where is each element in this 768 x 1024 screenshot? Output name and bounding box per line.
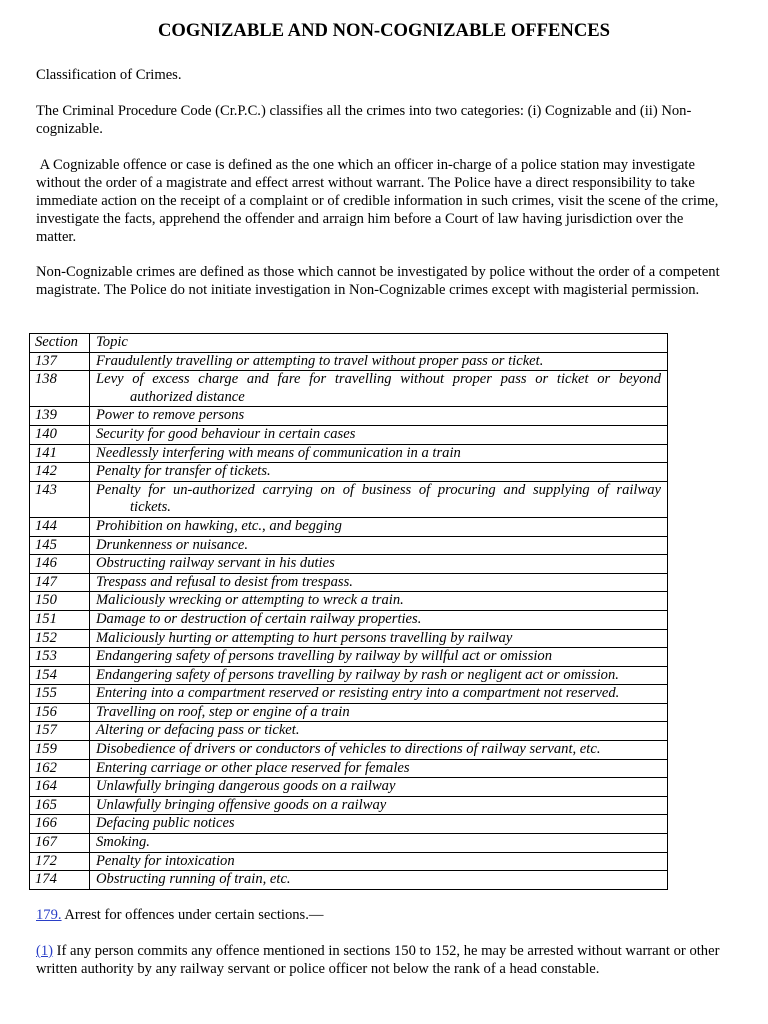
topic-text: Penalty for intoxication (96, 852, 235, 869)
section-179-link[interactable]: 179. (36, 907, 62, 923)
table-row (30, 796, 668, 815)
section-179-text: Arrest for offences under certain sections.— (61, 907, 324, 923)
offence-topic (90, 371, 668, 407)
table-row (30, 517, 668, 536)
table-row (30, 425, 668, 444)
topic-text: Obstructing railway servant in his duties (96, 555, 335, 572)
table-header-row (30, 334, 668, 353)
table-row (30, 573, 668, 592)
section-number: 140 (30, 425, 90, 444)
section-number: 141 (30, 444, 90, 463)
topic-text: Unlawfully bringing dangerous goods on a railway (96, 778, 396, 795)
section-number: 144 (30, 517, 90, 536)
offence-topic (90, 592, 668, 611)
section-number: 147 (30, 573, 90, 592)
offence-topic (90, 573, 668, 592)
topic-text-continued: authorized distance (130, 388, 245, 405)
offence-topic (90, 517, 668, 536)
table-row (30, 463, 668, 482)
subsection-1-text: If any person commits any offence mentioned in sections 150 to 152, he may be arrested without warrant or other written authority by any railway servant or police officer not below the rank of a head constable. (36, 943, 720, 977)
topic-text: Smoking. (96, 834, 150, 851)
table-row (30, 352, 668, 371)
section-number: 153 (30, 648, 90, 667)
header-topic: Topic (90, 334, 668, 353)
section-number: 164 (30, 778, 90, 797)
offence-topic (90, 610, 668, 629)
table-row (30, 759, 668, 778)
section-number: 172 (30, 852, 90, 871)
topic-text: Power to remove persons (96, 407, 245, 424)
table-row (30, 778, 668, 797)
table-row (30, 852, 668, 871)
table-row (30, 815, 668, 834)
topic-text: Drunkenness or nuisance. (96, 536, 248, 553)
table-row (30, 407, 668, 426)
offence-topic (90, 555, 668, 574)
topic-text: Altering or defacing pass or ticket. (96, 722, 300, 739)
section-number: 155 (30, 685, 90, 704)
topic-text: Endangering safety of persons travelling by railway by willful act or omission (96, 648, 553, 665)
offence-topic (90, 871, 668, 890)
header-section: Section (30, 334, 90, 353)
table-row (30, 648, 668, 667)
section-number: 137 (30, 352, 90, 371)
table-row (30, 592, 668, 611)
topic-text: Endangering safety of persons travelling by railway by rash or negligent act or omission. (96, 666, 619, 683)
offence-topic (90, 741, 668, 760)
offence-topic (90, 444, 668, 463)
offence-topic (90, 352, 668, 371)
classification-heading: Classification of Crimes. (36, 67, 182, 83)
section-number: 152 (30, 629, 90, 648)
table-row (30, 741, 668, 760)
topic-text: Security for good behaviour in certain cases (96, 425, 356, 442)
offence-topic (90, 629, 668, 648)
subsection-1-paragraph (36, 942, 726, 978)
page-title: COGNIZABLE AND NON-COGNIZABLE OFFENCES (158, 20, 610, 41)
topic-text: Disobedience of drivers or conductors of vehicles to directions of railway servant, etc. (96, 741, 601, 758)
table-row (30, 685, 668, 704)
topic-text: Entering into a compartment reserved or resisting entry into a compartment not reserved. (96, 685, 620, 702)
offence-topic (90, 425, 668, 444)
section-number: 151 (30, 610, 90, 629)
table-row (30, 871, 668, 890)
section-number: 145 (30, 536, 90, 555)
topic-text: Trespass and refusal to desist from trespass. (96, 573, 353, 590)
offence-topic (90, 536, 668, 555)
table-row (30, 666, 668, 685)
offence-topic (90, 834, 668, 853)
offence-topic (90, 648, 668, 667)
offence-topic (90, 685, 668, 704)
subsection-1-link[interactable]: (1) (36, 943, 54, 959)
offences-table (29, 333, 668, 890)
offence-topic (90, 703, 668, 722)
section-number: 150 (30, 592, 90, 611)
section-number: 162 (30, 759, 90, 778)
intro-paragraph: The Criminal Procedure Code (Cr.P.C.) classifies all the crimes into two categories: (i) Cognizable and (ii) Non-cognizable. (36, 103, 692, 137)
topic-text: Damage to or destruction of certain railway properties. (96, 610, 422, 627)
table-row (30, 481, 668, 517)
topic-text: Obstructing running of train, etc. (96, 871, 291, 888)
section-number: 139 (30, 407, 90, 426)
section-number: 159 (30, 741, 90, 760)
topic-text: Travelling on roof, step or engine of a train (96, 703, 350, 720)
table-row (30, 834, 668, 853)
offence-topic (90, 759, 668, 778)
table-row (30, 722, 668, 741)
topic-text: Unlawfully bringing offensive goods on a railway (96, 796, 387, 813)
topic-text: Defacing public notices (96, 815, 235, 832)
table-row (30, 555, 668, 574)
table-row (30, 444, 668, 463)
offence-topic (90, 722, 668, 741)
offence-topic (90, 666, 668, 685)
offence-topic (90, 815, 668, 834)
offence-topic (90, 778, 668, 797)
section-number: 142 (30, 463, 90, 482)
section-number: 165 (30, 796, 90, 815)
table-row (30, 610, 668, 629)
offence-topic (90, 407, 668, 426)
section-number: 174 (30, 871, 90, 890)
section-number: 167 (30, 834, 90, 853)
table-row (30, 371, 668, 407)
section-number: 166 (30, 815, 90, 834)
topic-text-continued: tickets. (130, 499, 171, 516)
table-row (30, 629, 668, 648)
offence-topic (90, 852, 668, 871)
table-row (30, 703, 668, 722)
offence-topic (90, 481, 668, 517)
topic-text: Maliciously hurting or attempting to hurt persons travelling by railway (96, 629, 513, 646)
topic-text: Fraudulently travelling or attempting to travel without proper pass or ticket. (96, 352, 544, 369)
topic-text: Needlessly interfering with means of communication in a train (96, 444, 461, 461)
non-cognizable-paragraph: Non-Cognizable crimes are defined as those which cannot be investigated by police without the order of a competent magistrate. The Police do not initiate investigation in Non-Cognizable crimes except with magisterial permission. (36, 264, 720, 298)
offence-topic (90, 463, 668, 482)
section-number: 157 (30, 722, 90, 741)
cognizable-text: A Cognizable offence or case is defined as the one which an officer in-charge of a police station may investigate without the order of a magistrate and effect arrest without warrant. The Police have a direct responsibility to take immediate action on the receipt of a complaint or of credible information in such crimes, visit the scene of the crime, investigate the facts, apprehend the offender and arraign him before a Court of law having jurisdiction over the matter. (36, 157, 719, 245)
topic-text: Maliciously wrecking or attempting to wreck a train. (96, 592, 404, 609)
offence-topic (90, 796, 668, 815)
topic-text: Penalty for transfer of tickets. (96, 463, 271, 480)
section-number: 156 (30, 703, 90, 722)
section-179-paragraph (36, 906, 726, 924)
cognizable-paragraph (36, 156, 726, 246)
section-number: 154 (30, 666, 90, 685)
topic-text: Prohibition on hawking, etc., and begging (96, 517, 342, 534)
section-number: 138 (30, 371, 90, 407)
section-number: 143 (30, 481, 90, 517)
topic-text: Levy of excess charge and fare for travelling without proper pass or ticket or beyond (96, 371, 661, 388)
topic-text: Penalty for un-authorized carrying on of business of procuring and supplying of railway (96, 481, 661, 498)
section-number: 146 (30, 555, 90, 574)
topic-text: Entering carriage or other place reserved for females (96, 759, 410, 776)
table-row (30, 536, 668, 555)
